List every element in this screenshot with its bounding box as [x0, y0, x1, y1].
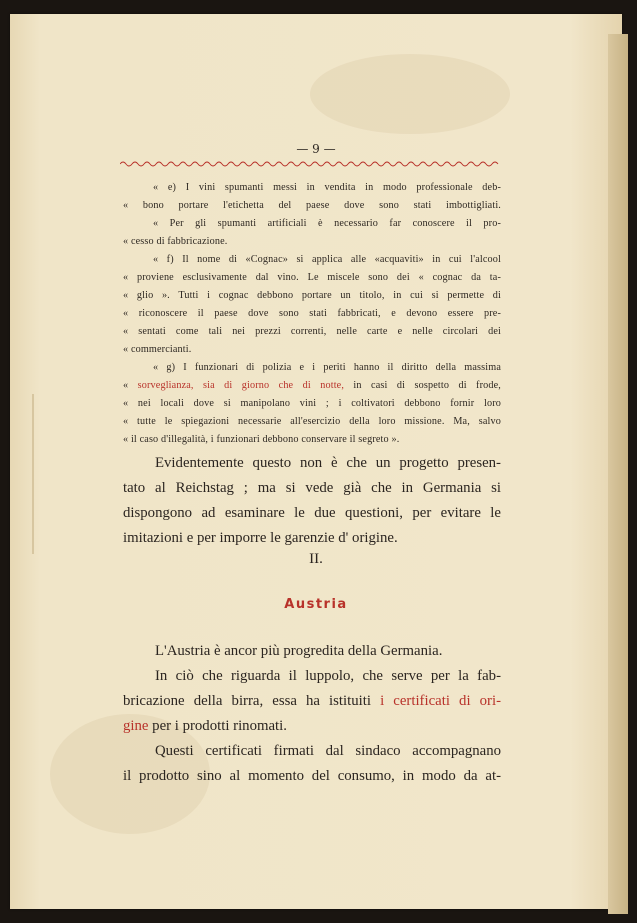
- text-line: « riconoscere il paese dove sono stati fabbricati, e devono essere pre-: [123, 308, 501, 319]
- section-title: Austria: [284, 597, 348, 612]
- text-line: Questi certificati firmati dal sindaco accompagnano: [155, 743, 501, 759]
- text-line: « commercianti.: [123, 344, 192, 355]
- text-line: Evidentemente questo non è che un progetto presen-: [155, 455, 501, 471]
- text-line: « nei locali dove si manipolano vini ; i coltivatori debbono fornir loro: [123, 398, 501, 409]
- section-number: II.: [309, 551, 323, 567]
- text-segment: bricazione della birra, essa ha istituiti: [123, 693, 381, 709]
- text-line: dispongono ad esaminare le due questioni, per evitare le: [123, 505, 501, 521]
- text-line: « e) I vini spumanti messi in vendita in modo professionale deb-: [153, 182, 501, 193]
- red-highlight-text: gine: [123, 718, 149, 734]
- red-highlight-text: sorveglianza, sia di giorno che di notte,: [137, 380, 345, 391]
- text-line: In ciò che riguarda il luppolo, che serve per la fab-: [155, 668, 501, 684]
- text-line: [123, 377, 501, 395]
- wavy-divider: [120, 160, 500, 168]
- quoted-law-text: [123, 179, 501, 449]
- paper-stain: [310, 54, 510, 134]
- red-highlight-text: i certificati di ori-: [380, 693, 502, 709]
- text-segment: in casi di sospetto di frode,: [344, 380, 501, 391]
- body-paragraph: [123, 451, 501, 551]
- text-line: imitazioni e per imporre le garenzie d' origine.: [123, 530, 398, 546]
- text-line: « bono portare l'etichetta del paese dove sono stati imbottigliati.: [123, 200, 501, 211]
- text-line: L'Austria è ancor più progredita della Germania.: [155, 643, 443, 659]
- text-line: « f) Il nome di «Cognac» si applica alle «acquaviti» in cui l'alcool: [153, 254, 501, 265]
- text-segment: «: [123, 380, 138, 391]
- page-number: — 9 —: [296, 142, 336, 156]
- page-fold-mark: [32, 394, 34, 554]
- text-segment: per i prodotti rinomati.: [148, 718, 287, 734]
- text-line: « Per gli spumanti artificiali è necessario far conoscere il pro-: [153, 218, 501, 229]
- text-line: « g) I funzionari di polizia e i periti hanno il diritto della massima: [153, 362, 501, 373]
- text-line: [123, 714, 501, 739]
- text-line: tato al Reichstag ; ma si vede già che in Germania si: [123, 480, 501, 496]
- text-line: « il caso d'illegalità, i funzionari debbono conservare il segreto ».: [123, 434, 400, 445]
- text-line: « cesso di fabbricazione.: [123, 236, 228, 247]
- page-edge: [608, 34, 628, 914]
- text-line: il prodotto sino al momento del consumo, in modo da at-: [123, 768, 501, 784]
- book-page: [10, 14, 622, 909]
- body-paragraph: [123, 639, 501, 789]
- text-line: « proviene esclusivamente dal vino. Le miscele sono dei « cognac da ta-: [123, 272, 501, 283]
- text-line: « sentati come tali nei prezzi correnti, nelle carte e nelle circolari dei: [123, 326, 501, 337]
- text-line: « tutte le spiegazioni necessarie all'esercizio della loro missione. Ma, salvo: [123, 416, 501, 427]
- text-line: [123, 689, 501, 714]
- text-line: « glio ». Tutti i cognac debbono portare un titolo, in cui si permette di: [123, 290, 501, 301]
